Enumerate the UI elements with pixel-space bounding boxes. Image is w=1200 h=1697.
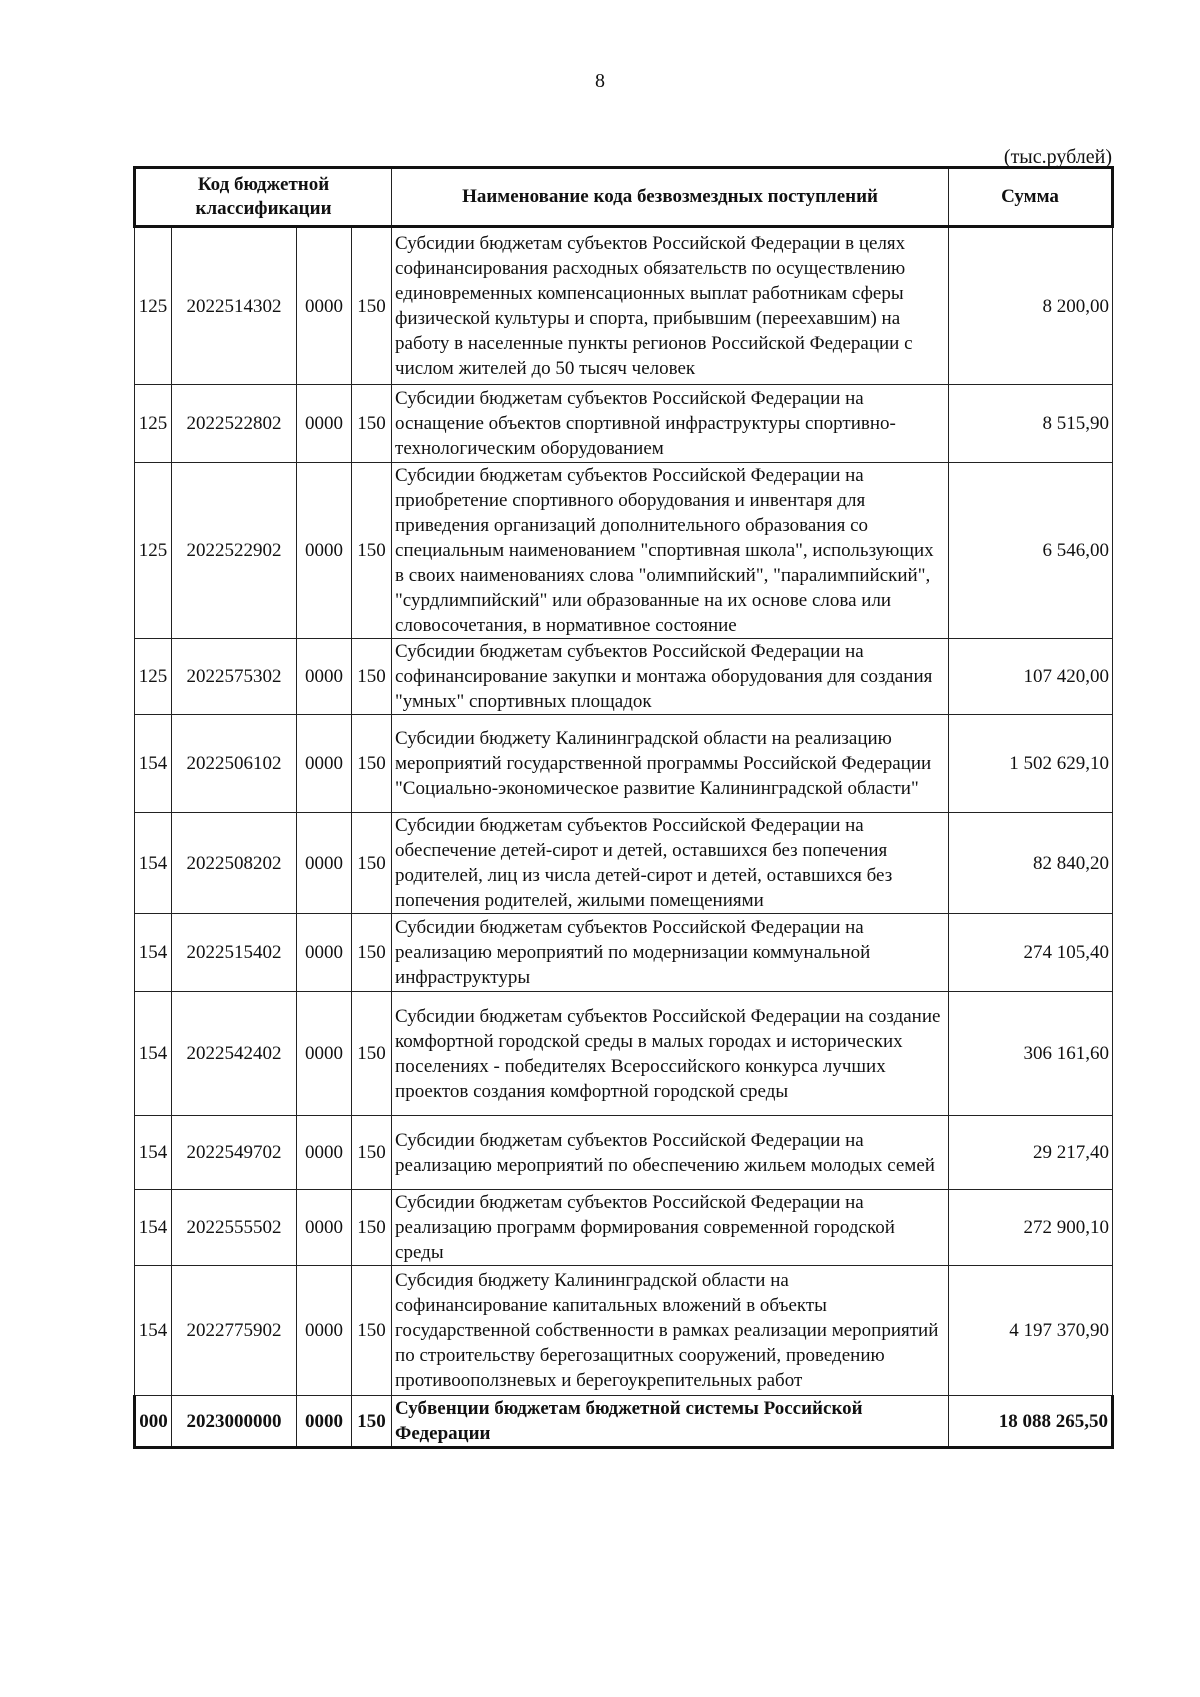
- admin-code-cell: 125: [135, 639, 172, 715]
- budget-code-cell: 2022506102: [172, 715, 297, 813]
- table-header-row: [135, 168, 1113, 227]
- type-code-cell: 150: [352, 1190, 392, 1266]
- revenue-name-cell: Субсидии бюджетам субъектов Российской Федерации на оснащение объектов спортивной инфраструктуры спортивно-технологическим оборудованием: [392, 385, 949, 463]
- table-row: [135, 992, 1113, 1116]
- budget-code-cell: 2022542402: [172, 992, 297, 1116]
- total-subtype-code-cell: 0000: [297, 1396, 352, 1448]
- budget-code-cell: 2022575302: [172, 639, 297, 715]
- budget-code-cell: 2022522802: [172, 385, 297, 463]
- table-row: [135, 463, 1113, 639]
- type-code-cell: 150: [352, 715, 392, 813]
- total-revenue-name-cell: Субвенции бюджетам бюджетной системы Российской Федерации: [392, 1396, 949, 1448]
- header-sum: Сумма: [949, 168, 1113, 227]
- subtype-code-cell: 0000: [297, 639, 352, 715]
- total-budget-code-cell: 2023000000: [172, 1396, 297, 1448]
- type-code-cell: 150: [352, 914, 392, 992]
- revenue-name-cell: Субсидии бюджетам субъектов Российской Федерации в целях софинансирования расходных обязательств по осуществлению единовременных компенсационных выплат работникам сферы физической культуры и спорта, прибывшим (переехавшим) на работу в населенные пункты регионов Российской Федерации с числом жителей до 50 тысяч человек: [392, 227, 949, 385]
- admin-code-cell: 125: [135, 385, 172, 463]
- sum-cell: 107 420,00: [949, 639, 1113, 715]
- revenue-name-cell: Субсидии бюджетам субъектов Российской Федерации на обеспечение детей-сирот и детей, оставшихся без попечения родителей, лиц из числа детей-сирот и детей, оставшихся без попечения родителей, жилыми помещениями: [392, 813, 949, 914]
- sum-cell: 82 840,20: [949, 813, 1113, 914]
- table-row: [135, 639, 1113, 715]
- header-code: Код бюджетной классификации: [135, 168, 392, 227]
- subtype-code-cell: 0000: [297, 385, 352, 463]
- page-number: 8: [595, 70, 605, 92]
- subtype-code-cell: 0000: [297, 813, 352, 914]
- sum-cell: 1 502 629,10: [949, 715, 1113, 813]
- type-code-cell: 150: [352, 1116, 392, 1190]
- table-row: [135, 914, 1113, 992]
- type-code-cell: 150: [352, 639, 392, 715]
- sum-cell: 272 900,10: [949, 1190, 1113, 1266]
- budget-code-cell: 2022514302: [172, 227, 297, 385]
- revenue-name-cell: Субсидии бюджетам субъектов Российской Федерации на реализацию мероприятий по обеспечению жильем молодых семей: [392, 1116, 949, 1190]
- subtype-code-cell: 0000: [297, 1266, 352, 1396]
- table-row: [135, 1190, 1113, 1266]
- revenue-name-cell: Субсидии бюджету Калининградской области на реализацию мероприятий государственной программы Российской Федерации "Социально-экономическое развитие Калининградской области": [392, 715, 949, 813]
- table-total-row: [135, 1396, 1113, 1448]
- subtype-code-cell: 0000: [297, 992, 352, 1116]
- subtype-code-cell: 0000: [297, 715, 352, 813]
- subtype-code-cell: 0000: [297, 463, 352, 639]
- header-name: Наименование кода безвозмездных поступлений: [392, 168, 949, 227]
- total-sum-cell: 18 088 265,50: [949, 1396, 1113, 1448]
- sum-cell: 6 546,00: [949, 463, 1113, 639]
- admin-code-cell: 154: [135, 1116, 172, 1190]
- budget-code-cell: 2022555502: [172, 1190, 297, 1266]
- admin-code-cell: 125: [135, 227, 172, 385]
- budget-table: [133, 166, 1114, 1449]
- table-body: [135, 227, 1113, 1448]
- revenue-name-cell: Субсидии бюджетам субъектов Российской Федерации на создание комфортной городской среды в малых городах и исторических поселениях - победителях Всероссийского конкурса лучших проектов создания комфортной городской среды: [392, 992, 949, 1116]
- budget-code-cell: 2022549702: [172, 1116, 297, 1190]
- units-label: (тыс.рублей): [1003, 146, 1112, 168]
- table-row: [135, 715, 1113, 813]
- type-code-cell: 150: [352, 385, 392, 463]
- sum-cell: 8 515,90: [949, 385, 1113, 463]
- subtype-code-cell: 0000: [297, 1116, 352, 1190]
- admin-code-cell: 154: [135, 813, 172, 914]
- subtype-code-cell: 0000: [297, 914, 352, 992]
- subtype-code-cell: 0000: [297, 227, 352, 385]
- revenue-name-cell: Субсидии бюджетам субъектов Российской Федерации на реализацию программ формирования современной городской среды: [392, 1190, 949, 1266]
- table-row: [135, 1266, 1113, 1396]
- budget-code-cell: 2022775902: [172, 1266, 297, 1396]
- sum-cell: 274 105,40: [949, 914, 1113, 992]
- table-row: [135, 1116, 1113, 1190]
- type-code-cell: 150: [352, 463, 392, 639]
- table-row: [135, 227, 1113, 385]
- admin-code-cell: 154: [135, 1266, 172, 1396]
- total-admin-code-cell: 000: [135, 1396, 172, 1448]
- admin-code-cell: 154: [135, 715, 172, 813]
- table-row: [135, 813, 1113, 914]
- type-code-cell: 150: [352, 227, 392, 385]
- type-code-cell: 150: [352, 1266, 392, 1396]
- budget-code-cell: 2022515402: [172, 914, 297, 992]
- sum-cell: 4 197 370,90: [949, 1266, 1113, 1396]
- sum-cell: 306 161,60: [949, 992, 1113, 1116]
- revenue-name-cell: Субсидия бюджету Калининградской области на софинансирование капитальных вложений в объекты государственной собственности в рамках реализации мероприятий по строительству берегозащитных сооружений, проведению противооползневых и берегоукрепительных работ: [392, 1266, 949, 1396]
- admin-code-cell: 125: [135, 463, 172, 639]
- total-type-code-cell: 150: [352, 1396, 392, 1448]
- budget-code-cell: 2022508202: [172, 813, 297, 914]
- type-code-cell: 150: [352, 992, 392, 1116]
- sum-cell: 29 217,40: [949, 1116, 1113, 1190]
- table-row: [135, 385, 1113, 463]
- admin-code-cell: 154: [135, 1190, 172, 1266]
- revenue-name-cell: Субсидии бюджетам субъектов Российской Федерации на приобретение спортивного оборудования и инвентаря для приведения организаций дополнительного образования со специальным наименованием "спортивная школа", использующих в своих наименованиях слова "олимпийский", "паралимпийский", "сурдлимпийский" или образованные на их основе слова или словосочетания, в нормативное состояние: [392, 463, 949, 639]
- admin-code-cell: 154: [135, 992, 172, 1116]
- budget-code-cell: 2022522902: [172, 463, 297, 639]
- sum-cell: 8 200,00: [949, 227, 1113, 385]
- revenue-name-cell: Субсидии бюджетам субъектов Российской Федерации на реализацию мероприятий по модернизации коммунальной инфраструктуры: [392, 914, 949, 992]
- type-code-cell: 150: [352, 813, 392, 914]
- revenue-name-cell: Субсидии бюджетам субъектов Российской Федерации на софинансирование закупки и монтажа оборудования для создания "умных" спортивных площадок: [392, 639, 949, 715]
- admin-code-cell: 154: [135, 914, 172, 992]
- subtype-code-cell: 0000: [297, 1190, 352, 1266]
